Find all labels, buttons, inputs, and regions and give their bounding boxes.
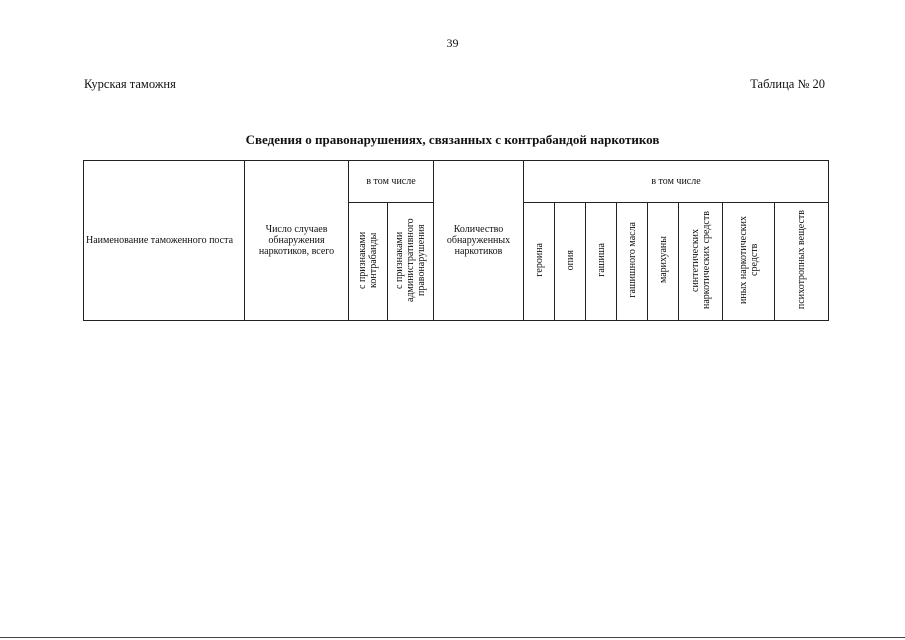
document-title: Сведения о правонарушениях, связанных с контрабандой наркотиков [245,132,660,147]
header-cases-total-label: Число случаев обнаружения наркотиков, всего [258,224,335,257]
header-drug-opium [555,203,586,321]
header-group-quantity: в том числе [524,161,829,203]
organization-name: Курская таможня [84,77,176,91]
drug-label: опия [564,249,576,271]
drug-label: синтетических наркотических средств [689,211,712,309]
drug-label: героина [533,243,545,277]
header-group-cases: в том числе [349,161,434,203]
header-drug-other [723,203,775,321]
header-post-name: Наименование таможенного поста [84,161,245,321]
drug-label: гашишного масла [626,222,638,298]
page-number: 39 [446,36,459,50]
table-header-row-1 [84,161,829,203]
header-drug-heroin [524,203,555,321]
header-drug-synthetic [679,203,723,321]
header-admin-offense-label: с признаками административного правонарушения [394,218,427,302]
header-cases-total [245,161,349,321]
report-table [83,160,829,321]
drug-label: гашиша [595,243,607,277]
drug-label: иных наркотических средств [737,215,760,305]
header-drug-marijuana [648,203,679,321]
header-smuggling-label: с признаками контрабанды [357,231,379,289]
header-admin-offense [388,203,434,321]
drug-label: психотропных веществ [796,210,807,310]
drug-label: марихуаны [657,236,669,284]
page-bottom-rule [0,637,905,638]
header-drug-hash-oil [617,203,648,321]
table-number: Таблица № 20 [750,77,825,91]
header-smuggling [349,203,388,321]
header-quantity-label: Количество обнаруженных наркотиков [446,224,511,257]
header-drug-psychotropic [775,203,829,321]
header-drug-hashish [586,203,617,321]
header-quantity [434,161,524,321]
